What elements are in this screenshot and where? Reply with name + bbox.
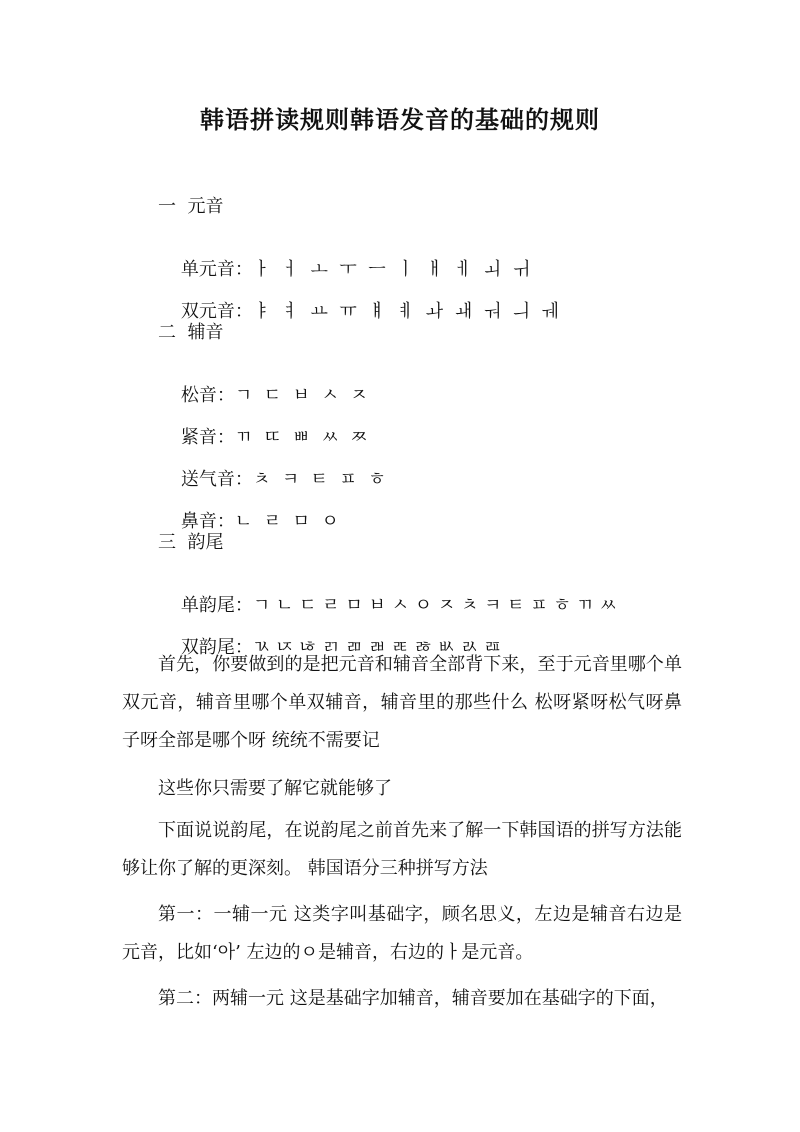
single-finals-label: 单韵尾： [180,595,253,616]
single-finals-chars: ㄱ ㄴ ㄷ ㄹ ㅁ ㅂ ㅅ ㅇ ㅈ ㅊ ㅋ ㅌ ㅍ ㅎ ㄲ ㅆ [252,595,617,616]
aspirated-consonants-label: 送气音： [180,469,253,490]
double-vowels-label: 双元音： [180,301,253,322]
double-finals-chars: ㄳ ㄵ ㄶ ㄺ ㄻ ㄼ ㄾ ㅀ ㅄ ㄽ ㄿ [252,637,502,658]
paragraph-3: 下面说说韵尾，在说韵尾之前首先来了解一下韩国语的拼写方法能够让你了解的更深刻。 韩国语分三种拼写方法 [122,820,682,879]
paragraph-1: 首先，你要做到的是把元音和辅音全部背下来，至于元音里哪个单双元音，辅音里哪个单双辅音，辅音里的那些什么 松呀紧呀松气呀鼻子呀全部是哪个呀 统统不需要记 [122,654,682,751]
nasal-consonants-chars: ㄴ ㄹ ㅁ ㅇ [234,511,339,532]
paragraph-4: 第一：一辅一元 这类字叫基础字，顾名思义，左边是辅音右边是元音，比如‘아’ 左边的ㅇ是辅音，右边的ㅏ是元音。 [122,904,682,963]
section-heading-finals: 三 韵尾 [158,532,224,553]
paragraph-5: 第二：两辅一元 这是基础字加辅音，辅音要加在基础字的下面， [158,988,668,1009]
simple-vowels-chars: ㅏ ㅓ ㅗ ㅜ ㅡ ㅣ ㅐ ㅔ ㅚ ㅟ [252,259,530,280]
tense-consonants-label: 紧音： [180,427,235,448]
double-finals-label: 双韵尾： [180,637,253,658]
lax-consonants-chars: ㄱ ㄷ ㅂ ㅅ ㅈ [234,385,368,406]
lax-consonants-label: 松音： [180,385,235,406]
section-heading-vowels: 一 元音 [158,196,224,217]
double-vowels-chars: ㅑ ㅕ ㅛ ㅠ ㅒ ㅖ ㅘ ㅙ ㅝ ㅢ ㅞ [252,301,559,322]
aspirated-consonants-chars: ㅊ ㅋ ㅌ ㅍ ㅎ [252,469,386,490]
section-heading-consonants: 二 辅音 [158,322,224,343]
nasal-consonants-label: 鼻音： [180,511,235,532]
simple-vowels-label: 单元音： [180,259,253,280]
document-title: 韩语拼读规则韩语发音的基础的规则 [200,105,600,134]
tense-consonants-chars: ㄲ ㄸ ㅃ ㅆ ㅉ [234,427,368,448]
paragraph-2: 这些你只需要了解它就能够了 [158,778,392,799]
